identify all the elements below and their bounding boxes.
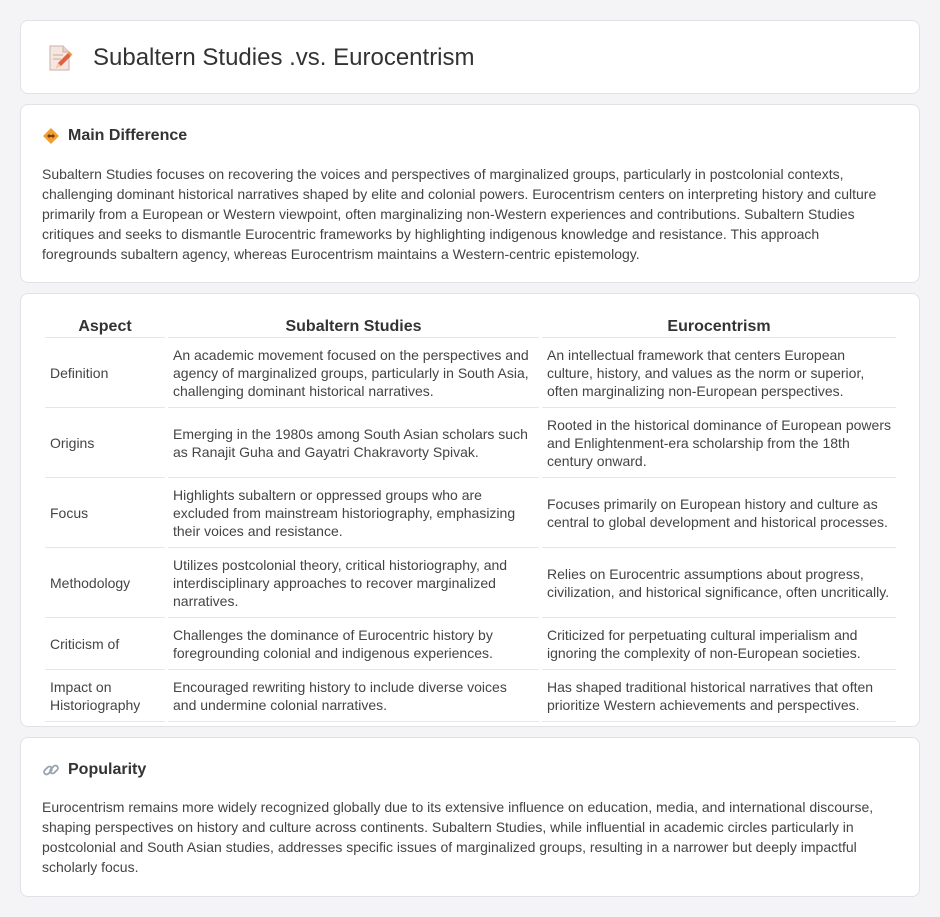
header-subaltern: Subaltern Studies — [168, 316, 539, 338]
table-row — [45, 338, 896, 408]
eurocentrism-cell: Rooted in the historical dominance of European powers and Enlightenment-era scholarship from the 18th century onward. — [542, 408, 896, 478]
main-difference-text: Subaltern Studies focuses on recovering the voices and perspectives of marginalized groups, particularly in postcolonial contexts, challenging dominant historical narratives shaped by elite and colonial powers. Eurocentrism centers on interpreting history and culture primarily from a European or Western viewpoint, often marginalizing non-Western experiences and contributions. Subaltern Studies critiques and seeks to dismantle Eurocentric frameworks by highlighting indigenous knowledge and resistance. This approach foregrounds subaltern agency, whereas Eurocentrism maintains a Western-centric epistemology. — [42, 166, 877, 262]
page-title-wrap — [47, 43, 475, 73]
table-row — [45, 548, 896, 618]
table-header-row — [45, 316, 896, 338]
popularity-heading — [42, 761, 146, 779]
popularity-card — [20, 737, 920, 897]
popularity-text: Eurocentrism remains more widely recognized globally due to its extensive influence on education, media, and international discourse, shaping perspectives on history and culture across continents. Subaltern Studies, while influential in academic circles particularly in postcolonial and South Asian studies, addresses specific issues of marginalized groups, resulting in a narrower but deeply impactful scholarly focus. — [42, 799, 874, 875]
popularity-title: Popularity — [68, 761, 147, 778]
subaltern-cell: Emerging in the 1980s among South Asian scholars such as Ranajit Guha and Gayatri Chakravorty Spivak. — [168, 408, 539, 478]
subaltern-cell: An academic movement focused on the perspectives and agency of marginalized groups, particularly in South Asia, challenging dominant historical narratives. — [168, 338, 539, 408]
table-row — [45, 618, 896, 670]
subaltern-cell: Challenges the dominance of Eurocentric history by foregrounding colonial and indigenous experiences. — [168, 618, 539, 670]
main-difference-title: Main Difference — [68, 127, 188, 144]
aspect-cell: Criticism of — [45, 618, 165, 670]
aspect-cell: Focus — [45, 478, 165, 548]
subaltern-cell: Encouraged rewriting history to include diverse voices and undermine colonial narratives. — [168, 670, 539, 722]
page-title: Subaltern Studies .vs. Eurocentrism — [93, 44, 475, 71]
header-eurocentrism: Eurocentrism — [542, 316, 896, 338]
header-card — [20, 20, 920, 94]
main-difference-card — [20, 104, 920, 283]
eurocentrism-cell: Criticized for perpetuating cultural imperialism and ignoring the complexity of non-European societies. — [542, 618, 896, 670]
document-pencil-icon — [47, 43, 73, 73]
link-icon — [42, 761, 60, 779]
header-aspect: Aspect — [45, 316, 165, 338]
table-row — [45, 408, 896, 478]
aspect-cell: Definition — [45, 338, 165, 408]
main-difference-heading — [42, 127, 187, 145]
eurocentrism-cell: Has shaped traditional historical narratives that often prioritize Western achievements and perspectives. — [542, 670, 896, 722]
subaltern-cell: Utilizes postcolonial theory, critical historiography, and interdisciplinary approaches to recover marginalized narratives. — [168, 548, 539, 618]
diamond-arrows-icon — [42, 127, 60, 145]
eurocentrism-cell: Focuses primarily on European history and culture as central to global development and historical processes. — [542, 478, 896, 548]
subaltern-cell: Highlights subaltern or oppressed groups who are excluded from mainstream historiography, emphasizing their voices and resistance. — [168, 478, 539, 548]
eurocentrism-cell: An intellectual framework that centers European culture, history, and values as the norm or superior, often marginalizing non-European perspectives. — [542, 338, 896, 408]
table-row — [45, 670, 896, 722]
table-row — [45, 478, 896, 548]
eurocentrism-cell: Relies on Eurocentric assumptions about progress, civilization, and historical significance, often uncritically. — [542, 548, 896, 618]
aspect-cell: Methodology — [45, 548, 165, 618]
aspect-cell: Impact on Historiography — [45, 670, 165, 722]
aspect-cell: Origins — [45, 408, 165, 478]
comparison-table-card — [20, 293, 920, 727]
comparison-table — [42, 316, 899, 722]
